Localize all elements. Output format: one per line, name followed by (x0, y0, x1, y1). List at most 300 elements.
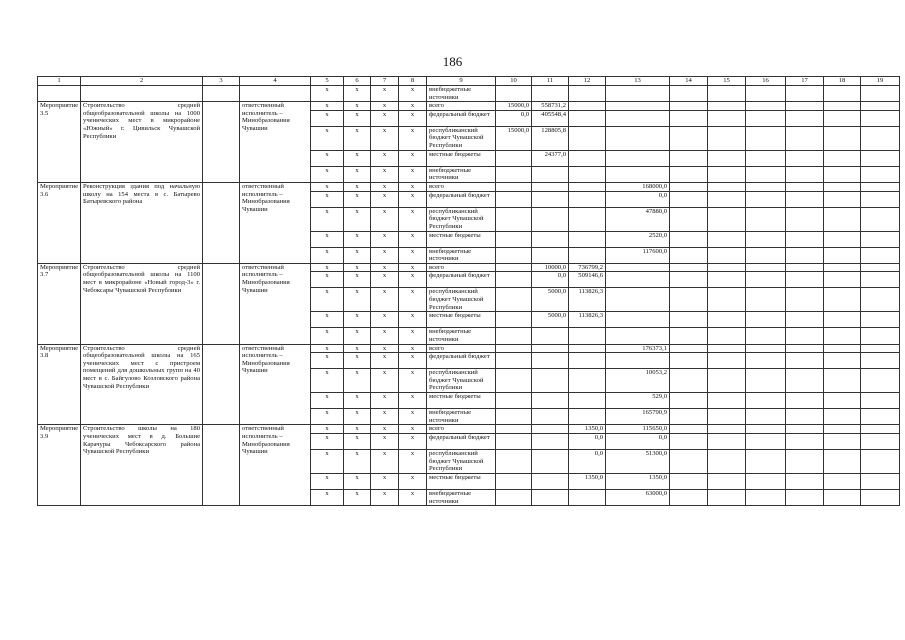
cell-empty-16 (746, 191, 786, 207)
cell-value-13: 2520,0 (606, 231, 670, 247)
cell-empty-15 (708, 473, 746, 489)
cell-mark: x (371, 272, 399, 288)
cell-empty-18 (824, 288, 861, 312)
cell-empty-18 (824, 102, 861, 111)
cell-value-11 (532, 191, 569, 207)
cell-value-12 (569, 126, 606, 150)
cell-empty-16 (746, 182, 786, 191)
cell-empty-18 (824, 449, 861, 473)
cell-empty-14 (670, 102, 708, 111)
cell-value-12: 1350,0 (569, 425, 606, 434)
cell-empty-17 (786, 86, 824, 102)
cell-mark: x (344, 369, 371, 393)
cell-value-10 (496, 369, 532, 393)
cell-value-10 (496, 231, 532, 247)
cell-mark: x (371, 110, 399, 126)
cell-value-10 (496, 489, 532, 505)
budget-table (37, 76, 900, 506)
cell-value-11 (532, 86, 569, 102)
cell-value-10: 15000,0 (496, 102, 532, 111)
cell-empty-17 (786, 207, 824, 231)
cell-mark: x (399, 409, 427, 425)
cell-empty-18 (824, 231, 861, 247)
cell-mark: x (311, 393, 344, 409)
cell-mark: x (399, 102, 427, 111)
cell-value-10 (496, 247, 532, 263)
cell-mark: x (371, 126, 399, 150)
cell-empty-17 (786, 288, 824, 312)
cell-empty-17 (786, 473, 824, 489)
cell-value-11 (532, 409, 569, 425)
funding-source-label: республиканский бюджет Чувашской Республики (427, 449, 496, 473)
cell-value-13 (606, 126, 670, 150)
cell-empty-17 (786, 102, 824, 111)
cell-mark: x (371, 344, 399, 353)
cell-mark: x (344, 473, 371, 489)
cell-mark: x (371, 263, 399, 272)
cell-mark: x (344, 272, 371, 288)
cell-value-12 (569, 110, 606, 126)
cell-mark: x (371, 425, 399, 434)
cell-value-13: 0,0 (606, 433, 670, 449)
cell-empty-17 (786, 312, 824, 328)
table-row (38, 102, 900, 111)
cell-empty-18 (824, 433, 861, 449)
cell-empty-19 (861, 272, 900, 288)
cell-empty-15 (708, 126, 746, 150)
cell-empty-15 (708, 393, 746, 409)
cell-mark: x (399, 191, 427, 207)
cell-empty-15 (708, 166, 746, 182)
cell-empty-14 (670, 166, 708, 182)
cell-empty-19 (861, 110, 900, 126)
cell-empty-18 (824, 272, 861, 288)
cell-value-13: 0,0 (606, 191, 670, 207)
cell-mark: x (311, 328, 344, 344)
cell-empty-19 (861, 393, 900, 409)
cell-value-13 (606, 86, 670, 102)
cell-value-12 (569, 369, 606, 393)
cell-empty-14 (670, 110, 708, 126)
cell-mark: x (371, 433, 399, 449)
cell-empty-18 (824, 489, 861, 505)
cell-mark: x (311, 353, 344, 369)
cell-empty-15 (708, 425, 746, 434)
cell-empty-17 (786, 409, 824, 425)
cell-empty-19 (861, 288, 900, 312)
cell-empty-14 (670, 182, 708, 191)
funding-source-label: внебюджетные источники (427, 166, 496, 182)
cell-empty-16 (746, 247, 786, 263)
cell-empty-14 (670, 272, 708, 288)
cell-empty-15 (708, 182, 746, 191)
cell-mark: x (399, 182, 427, 191)
cell-empty-17 (786, 433, 824, 449)
cell-empty-14 (670, 425, 708, 434)
cell-empty-15 (708, 231, 746, 247)
cell-empty-19 (861, 473, 900, 489)
cell-empty-19 (861, 263, 900, 272)
activity-executor: ответственный исполнитель – Минобразования Чувашии (240, 182, 311, 263)
cell-value-11: 5000,0 (532, 312, 569, 328)
cell-value-10 (496, 393, 532, 409)
cell-empty-16 (746, 344, 786, 353)
cell-empty-17 (786, 110, 824, 126)
cell-empty-18 (824, 369, 861, 393)
cell-empty-15 (708, 344, 746, 353)
cell-value-12 (569, 150, 606, 166)
cell-mark: x (399, 272, 427, 288)
cell-value-12 (569, 191, 606, 207)
cell-mark: x (399, 489, 427, 505)
column-number-header: 12 (569, 77, 606, 86)
cell-empty-3 (203, 263, 240, 344)
cell-mark: x (399, 425, 427, 434)
cell-mark: x (311, 207, 344, 231)
cell-empty-16 (746, 272, 786, 288)
cell-value-10 (496, 207, 532, 231)
cell-empty-17 (786, 126, 824, 150)
cell-value-11 (532, 369, 569, 393)
cell-value-11: 5000,0 (532, 288, 569, 312)
cell-empty-18 (824, 166, 861, 182)
cell-empty-15 (708, 449, 746, 473)
cell-empty-16 (746, 102, 786, 111)
cell-empty-18 (824, 150, 861, 166)
cell-value-11: 405548,4 (532, 110, 569, 126)
column-number-header: 4 (240, 77, 311, 86)
cell-empty-18 (824, 86, 861, 102)
cell-empty-14 (670, 353, 708, 369)
cell-mark: x (311, 473, 344, 489)
cell-empty-19 (861, 449, 900, 473)
cell-mark: x (344, 231, 371, 247)
cell-empty-15 (708, 272, 746, 288)
cell-empty-19 (861, 433, 900, 449)
cell-value-10 (496, 353, 532, 369)
column-number-header: 16 (746, 77, 786, 86)
funding-source-label: всего (427, 102, 496, 111)
cell-mark: x (344, 86, 371, 102)
cell-mark: x (344, 166, 371, 182)
cell-empty-16 (746, 150, 786, 166)
cell-empty-14 (670, 344, 708, 353)
cell-mark: x (344, 312, 371, 328)
cell-value-11 (532, 489, 569, 505)
cell-empty-19 (861, 126, 900, 150)
cell-empty-14 (670, 449, 708, 473)
cell-mark: x (371, 393, 399, 409)
cell-mark: x (399, 369, 427, 393)
cell-value-13 (606, 328, 670, 344)
cell-empty-14 (670, 409, 708, 425)
cell-empty-16 (746, 409, 786, 425)
cell-empty-14 (670, 433, 708, 449)
cell-empty-18 (824, 312, 861, 328)
cell-empty-17 (786, 182, 824, 191)
activity-executor: ответственный исполнитель – Минобразования Чувашии (240, 102, 311, 183)
funding-source-label: внебюджетные источники (427, 409, 496, 425)
cell-empty-18 (824, 353, 861, 369)
cell-empty-19 (861, 191, 900, 207)
cell-empty-4 (240, 86, 311, 102)
funding-source-label: республиканский бюджет Чувашской Республики (427, 369, 496, 393)
cell-empty-15 (708, 433, 746, 449)
cell-mark: x (344, 110, 371, 126)
cell-empty-15 (708, 191, 746, 207)
cell-empty-14 (670, 288, 708, 312)
activity-executor: ответственный исполнитель – Минобразования Чувашии (240, 263, 311, 344)
cell-value-10: 0,0 (496, 110, 532, 126)
cell-value-12 (569, 86, 606, 102)
cell-empty-17 (786, 353, 824, 369)
funding-source-label: республиканский бюджет Чувашской Республики (427, 126, 496, 150)
cell-empty-17 (786, 489, 824, 505)
cell-empty-18 (824, 247, 861, 263)
cell-mark: x (311, 288, 344, 312)
cell-value-10 (496, 182, 532, 191)
cell-value-11 (532, 166, 569, 182)
cell-empty-17 (786, 191, 824, 207)
cell-value-12: 736799,2 (569, 263, 606, 272)
cell-empty-15 (708, 353, 746, 369)
cell-empty-15 (708, 288, 746, 312)
cell-empty-16 (746, 433, 786, 449)
cell-empty-19 (861, 409, 900, 425)
cell-mark: x (311, 231, 344, 247)
cell-mark: x (344, 425, 371, 434)
cell-mark: x (344, 393, 371, 409)
cell-mark: x (344, 449, 371, 473)
cell-value-10 (496, 263, 532, 272)
cell-value-10 (496, 288, 532, 312)
cell-empty-16 (746, 126, 786, 150)
column-number-header: 5 (311, 77, 344, 86)
cell-empty-14 (670, 207, 708, 231)
cell-value-13: 1350,0 (606, 473, 670, 489)
cell-empty-14 (670, 150, 708, 166)
column-number-header: 7 (371, 77, 399, 86)
cell-mark: x (371, 102, 399, 111)
funding-source-label: внебюджетные источники (427, 86, 496, 102)
column-number-header: 14 (670, 77, 708, 86)
cell-empty-19 (861, 312, 900, 328)
cell-mark: x (311, 312, 344, 328)
cell-value-11 (532, 207, 569, 231)
funding-source-label: внебюджетные источники (427, 489, 496, 505)
cell-mark: x (399, 207, 427, 231)
cell-mark: x (311, 425, 344, 434)
cell-empty-17 (786, 247, 824, 263)
cell-value-13: 165790,9 (606, 409, 670, 425)
cell-value-13: 63000,0 (606, 489, 670, 505)
cell-empty-17 (786, 369, 824, 393)
funding-source-label: внебюджетные источники (427, 247, 496, 263)
cell-mark: x (311, 110, 344, 126)
cell-mark: x (371, 312, 399, 328)
cell-mark: x (371, 353, 399, 369)
column-number-header: 9 (427, 77, 496, 86)
column-number-header: 10 (496, 77, 532, 86)
cell-value-11 (532, 473, 569, 489)
cell-mark: x (371, 182, 399, 191)
activity-executor: ответственный исполнитель – Минобразования Чувашии (240, 425, 311, 506)
cell-value-11: 558731,2 (532, 102, 569, 111)
cell-empty-19 (861, 166, 900, 182)
funding-source-label: федеральный бюджет (427, 433, 496, 449)
activity-code: Мероприятие 3.5 (38, 102, 81, 183)
cell-value-11 (532, 449, 569, 473)
cell-mark: x (399, 393, 427, 409)
funding-source-label: всего (427, 344, 496, 353)
cell-empty-15 (708, 207, 746, 231)
column-number-row (38, 77, 900, 86)
funding-source-label: республиканский бюджет Чувашской Республики (427, 207, 496, 231)
cell-mark: x (371, 449, 399, 473)
cell-empty-14 (670, 263, 708, 272)
cell-value-11 (532, 353, 569, 369)
table-row (38, 182, 900, 191)
cell-value-12 (569, 102, 606, 111)
cell-value-12 (569, 231, 606, 247)
cell-empty-15 (708, 102, 746, 111)
cell-empty-3 (203, 102, 240, 183)
cell-value-13 (606, 110, 670, 126)
cell-mark: x (311, 150, 344, 166)
cell-empty-18 (824, 409, 861, 425)
cell-value-12: 509146,6 (569, 272, 606, 288)
cell-empty-14 (670, 489, 708, 505)
cell-mark: x (311, 433, 344, 449)
column-number-header: 8 (399, 77, 427, 86)
cell-empty-15 (708, 110, 746, 126)
cell-value-12 (569, 393, 606, 409)
cell-empty-17 (786, 166, 824, 182)
cell-empty-15 (708, 328, 746, 344)
cell-value-12: 113826,3 (569, 288, 606, 312)
cell-mark: x (371, 166, 399, 182)
cell-empty-15 (708, 150, 746, 166)
cell-mark: x (311, 247, 344, 263)
cell-mark: x (399, 433, 427, 449)
funding-source-label: всего (427, 425, 496, 434)
cell-value-13: 117600,0 (606, 247, 670, 263)
cell-empty-15 (708, 312, 746, 328)
funding-source-label: местные бюджеты (427, 312, 496, 328)
cell-empty-1 (38, 86, 81, 102)
cell-value-13 (606, 312, 670, 328)
activity-name: Строительство средней общеобразовательной школы на 1100 мест в микрорайоне «Новый город-3» г. Чебоксары Чувашской Республики (81, 263, 203, 344)
cell-empty-15 (708, 409, 746, 425)
page-number: 186 (442, 54, 463, 69)
cell-value-10 (496, 473, 532, 489)
cell-value-12: 0,0 (569, 449, 606, 473)
cell-empty-19 (861, 369, 900, 393)
cell-mark: x (399, 231, 427, 247)
table-row (38, 425, 900, 434)
cell-empty-16 (746, 231, 786, 247)
cell-mark: x (399, 247, 427, 263)
cell-empty-14 (670, 231, 708, 247)
cell-empty-15 (708, 263, 746, 272)
cell-value-13: 51300,0 (606, 449, 670, 473)
cell-mark: x (371, 150, 399, 166)
cell-mark: x (399, 449, 427, 473)
cell-value-12 (569, 409, 606, 425)
cell-empty-17 (786, 263, 824, 272)
activity-code: Мероприятие 3.6 (38, 182, 81, 263)
cell-value-12 (569, 328, 606, 344)
cell-empty-18 (824, 393, 861, 409)
column-number-header: 13 (606, 77, 670, 86)
cell-empty-18 (824, 207, 861, 231)
funding-source-label: федеральный бюджет (427, 272, 496, 288)
table-row (38, 344, 900, 353)
cell-empty-3 (203, 182, 240, 263)
cell-empty-18 (824, 344, 861, 353)
cell-mark: x (371, 207, 399, 231)
cell-mark: x (371, 489, 399, 505)
column-number-header: 2 (81, 77, 203, 86)
cell-value-11 (532, 231, 569, 247)
cell-empty-14 (670, 312, 708, 328)
cell-mark: x (344, 489, 371, 505)
cell-empty-16 (746, 263, 786, 272)
cell-value-13 (606, 102, 670, 111)
cell-mark: x (344, 433, 371, 449)
cell-mark: x (311, 369, 344, 393)
activity-code: Мероприятие 3.9 (38, 425, 81, 506)
cell-empty-19 (861, 247, 900, 263)
cell-mark: x (371, 328, 399, 344)
cell-empty-19 (861, 207, 900, 231)
cell-mark: x (399, 344, 427, 353)
cell-empty-17 (786, 272, 824, 288)
activity-name: Строительство школы на 180 ученических мест в д. Большие Карачуры Чебоксарского района Чувашской Республики (81, 425, 203, 506)
cell-value-12: 0,0 (569, 433, 606, 449)
cell-value-10 (496, 433, 532, 449)
funding-source-label: всего (427, 263, 496, 272)
table-row (38, 263, 900, 272)
cell-value-12 (569, 207, 606, 231)
cell-empty-16 (746, 288, 786, 312)
cell-mark: x (399, 150, 427, 166)
cell-empty-17 (786, 425, 824, 434)
cell-empty-16 (746, 449, 786, 473)
cell-empty-17 (786, 231, 824, 247)
cell-mark: x (344, 191, 371, 207)
cell-empty-15 (708, 369, 746, 393)
cell-mark: x (399, 473, 427, 489)
cell-mark: x (311, 489, 344, 505)
cell-empty-16 (746, 312, 786, 328)
cell-value-10 (496, 272, 532, 288)
cell-empty-19 (861, 182, 900, 191)
cell-mark: x (344, 150, 371, 166)
cell-empty-16 (746, 166, 786, 182)
cell-mark: x (344, 353, 371, 369)
cell-value-10 (496, 86, 532, 102)
cell-empty-19 (861, 425, 900, 434)
cell-empty-16 (746, 86, 786, 102)
cell-value-13 (606, 263, 670, 272)
cell-empty-18 (824, 425, 861, 434)
cell-value-10 (496, 425, 532, 434)
cell-mark: x (371, 231, 399, 247)
activity-name: Реконструкция здания под начальную школу на 154 места в с. Батырево Батыревского района (81, 182, 203, 263)
cell-value-11 (532, 344, 569, 353)
cell-mark: x (344, 288, 371, 312)
